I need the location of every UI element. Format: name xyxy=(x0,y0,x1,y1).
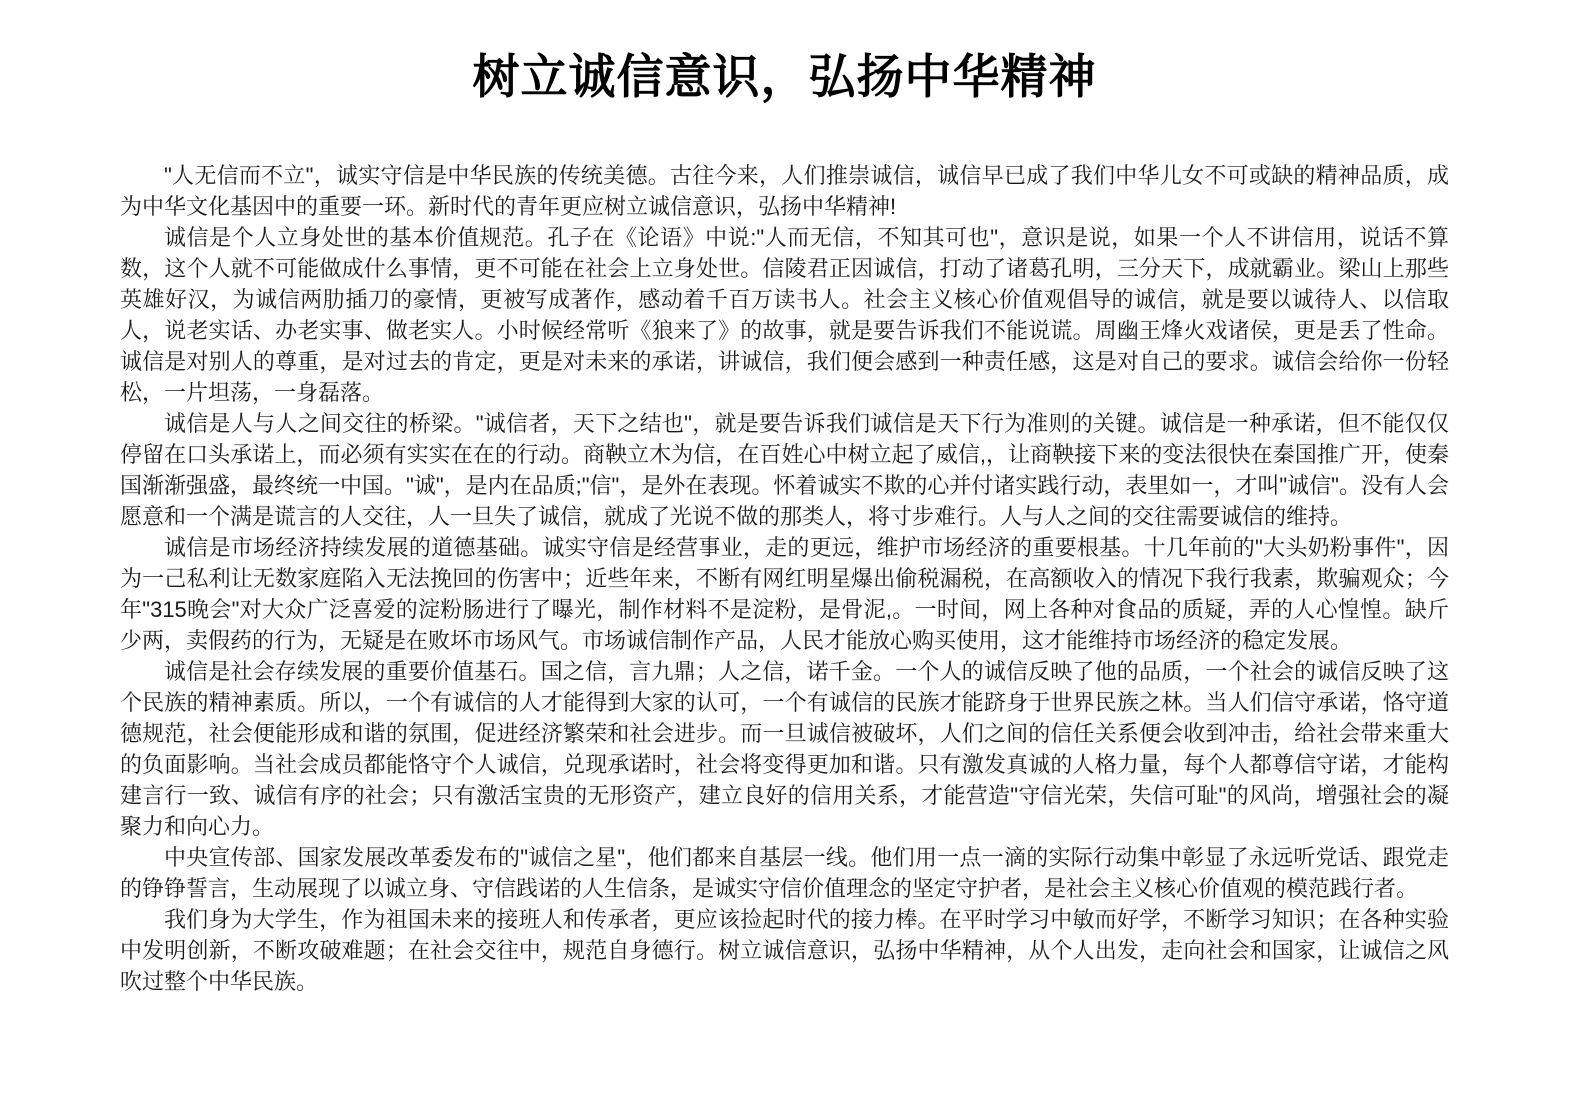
paragraph-economy: 诚信是市场经济持续发展的道德基础。诚实守信是经营事业，走的更远，维护市场经济的重要根基。十几年前的"大头奶粉事件"，因为一己私利让无数家庭陷入无法挽回的伤害中；近些年来，不断有网红明星爆出偷税漏税，在高额收入的情况下我行我素，欺骗观众；今年"315晚会"对大众广泛喜爱的淀粉肠进行了曝光，制作材料不是淀粉，是骨泥,。一时间，网上各种对食品的质疑，弄的人心惶惶。缺斤少两，卖假药的行为，无疑是在败坏市场风气。市场诚信制作产品，人民才能放心购买使用，这才能维持市场经济的稳定发展。 xyxy=(120,535,1449,654)
paragraph-intro: "人无信而不立"，诚实守信是中华民族的传统美德。古往今来，人们推崇诚信，诚信早已成了我们中华儿女不可或缺的精神品质，成为中华文化基因中的重要一环。新时代的青年更应树立诚信意识，弘扬中华精神! xyxy=(120,163,1449,220)
document-title: 树立诚信意识，弘扬中华精神 xyxy=(472,52,1097,104)
paragraph-society: 诚信是社会存续发展的重要价值基石。国之信，言九鼎；人之信，诺千金。一个人的诚信反映了他的品质，一个社会的诚信反映了这个民族的精神素质。所以，一个有诚信的人才能得到大家的认可，一个有诚信的民族才能跻身于世界民族之林。当人们信守承诺，恪守道德规范，社会便能形成和谐的氛围，促进经济繁荣和社会进步。而一旦诚信被破坏，人们之间的信任关系便会收到冲击，给社会带来重大的负面影响。当社会成员都能恪守个人诚信，兑现承诺时，社会将变得更加和谐。只有激发真诚的人格力量，每个人都尊信守诺，才能构建言行一致、诚信有序的社会；只有激活宝贵的无形资产，建立良好的信用关系，才能营造"守信光荣，失信可耻"的风尚，增强社会的凝聚力和向心力。 xyxy=(120,659,1449,840)
paragraph-personal: 诚信是个人立身处世的基本价值规范。孔子在《论语》中说:"人而无信，不知其可也"，意识是说，如果一个人不讲信用，说话不算数，这个人就不可能做成什么事情，更不可能在社会上立身处世。信陵君正因诚信，打动了诸葛孔明，三分天下，成就霸业。梁山上那些英雄好汉，为诚信两肋插刀的豪情，更被写成著作，感动着千百万读书人。社会主义核心价值观倡导的诚信，就是要以诚待人、以信取人，说老实话、办老实事、做老实人。小时候经常听《狼来了》的故事，就是要告诉我们不能说谎。周幽王烽火戏诸侯，更是丢了性命。诚信是对别人的尊重，是对过去的肯定，更是对未来的承诺，讲诚信，我们便会感到一种责任感，这是对自己的要求。诚信会给你一份轻松，一片坦荡，一身磊落。 xyxy=(120,225,1449,406)
paragraph-bridge: 诚信是人与人之间交往的桥梁。"诚信者，天下之结也"，就是要告诉我们诚信是天下行为准则的关键。诚信是一种承诺，但不能仅仅停留在口头承诺上，而必须有实实在在的行动。商鞅立木为信，在百姓心中树立起了威信,，让商鞅接下来的变法很快在秦国推广开，使秦国渐渐强盛，最终统一中国。"诚"，是内在品质;"信"，是外在表现。怀着诚实不欺的心并付诸实践行动，表里如一，才叫"诚信"。没有人会愿意和一个满是谎言的人交往，人一旦失了诚信，就成了光说不做的那类人，将寸步难行。人与人之间的交往需要诚信的维持。 xyxy=(120,411,1449,530)
paragraph-conclusion: 我们身为大学生，作为祖国未来的接班人和传承者，更应该捡起时代的接力棒。在平时学习中敏而好学，不断学习知识；在各种实验中发明创新，不断攻破难题；在社会交往中，规范自身德行。树立诚信意识，弘扬中华精神，从个人出发，走向社会和国家，让诚信之风吹过整个中华民族。 xyxy=(120,907,1449,995)
document-body xyxy=(120,160,1449,997)
paragraph-stars: 中央宣传部、国家发展改革委发布的"诚信之星"，他们都来自基层一线。他们用一点一滴的实际行动集中彰显了永远听党话、跟党走的铮铮誓言，生动展现了以诚立身、守信践诺的人生信条，是诚实守信价值理念的坚定守护者，是社会主义核心价值观的模范践行者。 xyxy=(120,845,1449,902)
